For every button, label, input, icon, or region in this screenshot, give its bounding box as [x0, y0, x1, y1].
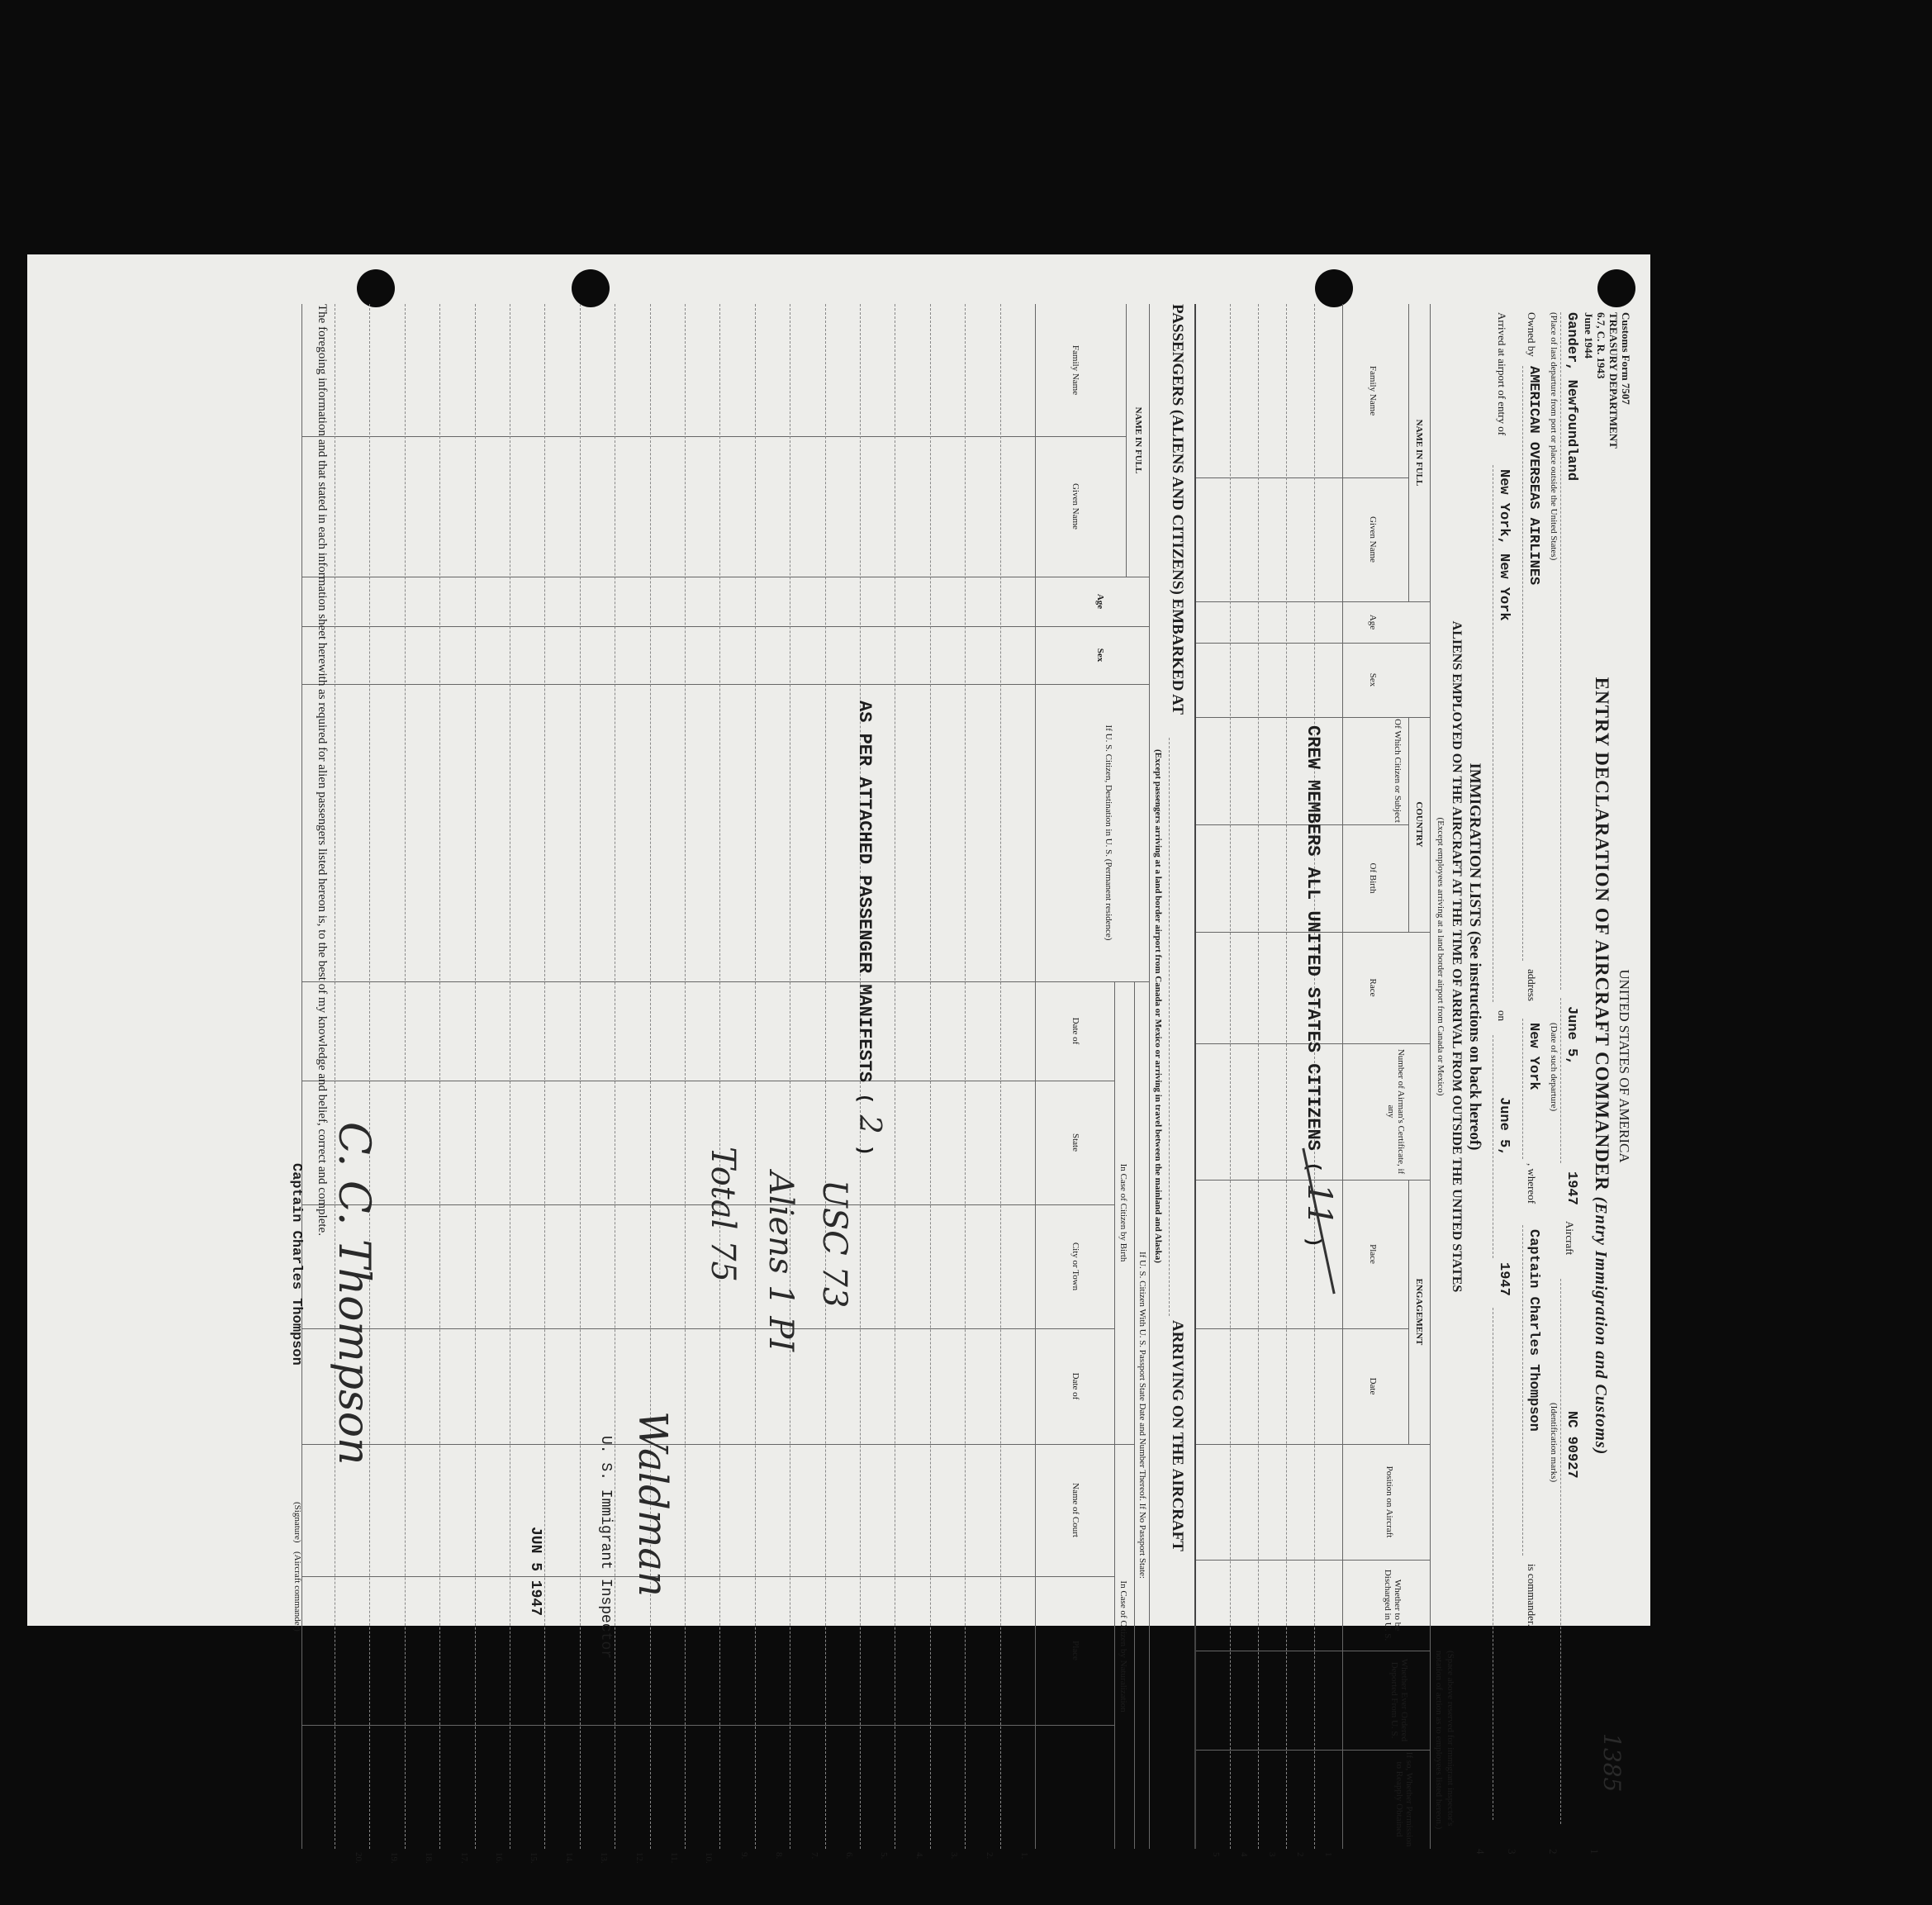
passenger-row-number: 10. — [704, 1852, 714, 1864]
manifest-note — [852, 701, 886, 1156]
col-engagement-date: Date — [1368, 1377, 1378, 1395]
passenger-col-destination: If U. S. Citizen, Destination in U. S. (Permanent residence) — [1104, 724, 1113, 941]
passenger-row-number: 14. — [563, 1852, 574, 1864]
passenger-row-line — [685, 304, 686, 1849]
arrival-airport: New York, New York — [1496, 469, 1512, 621]
line-number: 3 — [1506, 1849, 1518, 1855]
departure-place: Gander, Newfoundland — [1564, 312, 1579, 482]
departure-year: 1947 — [1564, 1171, 1579, 1205]
passenger-row-line — [719, 304, 720, 1849]
passenger-col-age: Age — [1095, 593, 1105, 610]
row-number: 1 — [1323, 1852, 1333, 1857]
immigration-subnote: (Except employees arriving at a land border airport from Canada or Mexico) — [1436, 817, 1445, 1096]
form-title — [1591, 254, 1612, 1878]
departure-place-caption: (Place of last departure from port or place outside the United States) — [1549, 312, 1559, 561]
title-text: ENTRY DECLARATION OF AIRCRAFT COMMANDER — [1592, 677, 1612, 1191]
departure-date-caption: (Date of such departure) — [1549, 1023, 1559, 1112]
immigration-subheading: ALIENS EMPLOYED ON THE AIRCRAFT AT THE TIME OF ARRIVAL FROM OUTSIDE THE UNITED STATES — [1450, 620, 1464, 1293]
passenger-row-number: 9. — [738, 1852, 749, 1860]
address: New York — [1526, 1023, 1541, 1090]
col-citizen-of: Of Which Citizen or Subject — [1393, 719, 1403, 823]
passengers-heading-right: ARRIVING ON THE AIRCRAFT — [1169, 1320, 1186, 1551]
col-given-name: Given Name — [1368, 516, 1378, 563]
punch-hole — [1315, 269, 1353, 307]
passenger-row-line — [825, 304, 826, 1849]
passengers-subnote: (Except passengers arriving at a land border airport from Canada or Mexico or arriving in travel between the mainland and Alaska) — [1153, 749, 1163, 1263]
manifest-note-close: ) — [854, 1144, 875, 1156]
passenger-group-naturalization: In Case of Citizen by Naturalization — [1118, 1580, 1128, 1713]
punch-hole — [357, 269, 395, 307]
group-engagement-header: ENGAGEMENT — [1414, 1278, 1424, 1346]
owned-by-label: Owned by — [1526, 312, 1538, 357]
inspector-signature: Waldman — [629, 1411, 676, 1597]
passenger-row-line — [580, 304, 581, 1849]
owner: AMERICAN OVERSEAS AIRLINES — [1526, 366, 1541, 586]
immigration-heading: IMMIGRATION LISTS (See instructions on back hereof) — [1466, 762, 1483, 1151]
passenger-row-line — [1000, 304, 1001, 1849]
col-engagement-place: Place — [1368, 1244, 1378, 1264]
line-number: 4 — [1474, 1849, 1487, 1855]
departure-date: June 5, — [1564, 1006, 1579, 1066]
passenger-row-number: 12. — [634, 1852, 644, 1864]
title-suffix: (Entry Immigration and Customs) — [1592, 1196, 1610, 1456]
form-date: June 1944 — [1583, 312, 1595, 359]
row-number: 3 — [1267, 1852, 1277, 1857]
whereof-label: , whereof — [1526, 1163, 1538, 1204]
line-number: 1 — [1588, 1849, 1601, 1855]
aircraft-id-caption: (Identification marks) — [1549, 1403, 1559, 1483]
inspector-date: JUN 5 1947 — [527, 1527, 544, 1617]
arrival-date: June 5, — [1496, 1097, 1512, 1157]
row-number: 5 — [1211, 1852, 1221, 1857]
col-airman-certificate: Number of Airman's Certificate, if any — [1386, 1048, 1406, 1175]
reserved-note: (Space above reserved for immigrant inspector's — [1445, 1651, 1455, 1827]
passenger-row-number: 13. — [599, 1852, 610, 1864]
arrived-label: Arrived at airport of entry of — [1496, 312, 1508, 436]
commander-printed-name: Captain Charles Thompson — [288, 1163, 304, 1366]
passenger-row-number: 11. — [669, 1852, 679, 1864]
col-race: Race — [1368, 978, 1378, 997]
passenger-row-number: 1. — [1019, 1852, 1029, 1860]
form-number: Customs Form 7507 — [1620, 312, 1632, 405]
passengers-heading: PASSENGERS (ALIENS AND CITIZENS) EMBARKED AT — [1169, 304, 1186, 715]
passenger-row-line — [475, 304, 476, 1849]
col-deported: Whether Ever Ordered Deported From U. S. — [1389, 1658, 1409, 1742]
passenger-col-city: City or Town — [1070, 1242, 1080, 1291]
passenger-row-number: 19. — [388, 1852, 399, 1864]
commander-name: Captain Charles Thompson — [1526, 1229, 1541, 1432]
row-number: 2 — [1295, 1852, 1305, 1857]
line-number: 2 — [1547, 1849, 1559, 1855]
passenger-group-passport: If U. S. Citizen With U. S. Passport State Date and Number Thereof. If No Passport State: — [1137, 1251, 1147, 1579]
col-reapply: If so, Whether Permission to Reapply Obtained — [1394, 1751, 1414, 1847]
address-label: address — [1526, 969, 1538, 1001]
group-country-header: COUNTRY — [1414, 801, 1424, 848]
passenger-row-number: 4. — [914, 1852, 924, 1860]
passenger-row-line — [369, 304, 370, 1849]
passenger-col-place: Place — [1070, 1641, 1080, 1660]
col-family-name: Family Name — [1368, 365, 1378, 416]
passenger-col-birth-date: Date of — [1070, 1017, 1080, 1045]
inspector-title: U. S. Immigrant Inspector — [597, 1436, 614, 1660]
stamp-number: 1385 — [1598, 1733, 1626, 1793]
passenger-row-line — [755, 304, 756, 1849]
inspector-notation-total: Total 75 — [704, 1147, 742, 1282]
passenger-row-line — [650, 304, 651, 1849]
reserved-note: notation of action as to employees listed hereon.) — [1434, 1651, 1444, 1830]
manifest-note-text: AS PER ATTACHED PASSENGER MANIFESTS ( — [854, 701, 875, 1105]
on-label: on — [1496, 1010, 1508, 1021]
inspector-notation-usc: USC 73 — [815, 1180, 853, 1309]
passenger-row-number: 8. — [774, 1852, 785, 1860]
commander-suffix: is commander. — [1526, 1564, 1538, 1627]
passenger-row-number: 17. — [458, 1852, 469, 1864]
punch-hole — [572, 269, 610, 307]
aircraft-id: NC 90927 — [1564, 1411, 1579, 1479]
passenger-group-birth: In Case of Citizen by Birth — [1118, 1163, 1128, 1262]
passenger-row-line — [544, 304, 545, 1849]
col-age: Age — [1368, 614, 1378, 630]
group-name-header: NAME IN FULL — [1414, 419, 1424, 487]
passenger-row-line — [930, 304, 931, 1849]
col-discharged: Whether to be Discharged in U. S. — [1383, 1569, 1403, 1641]
crew-note-text: CREW MEMBERS ALL UNITED STATES CITIZENS ( — [1303, 725, 1323, 1173]
passenger-row-number: 15. — [529, 1852, 539, 1864]
passenger-col-family-name: Family Name — [1070, 344, 1080, 396]
signature-caption: (Signature) — [292, 1502, 302, 1543]
regulation: 6.7, C. R. 1943 — [1595, 312, 1607, 379]
row-number: 4 — [1239, 1852, 1249, 1857]
passenger-row-number: 2. — [984, 1852, 994, 1860]
passenger-col-court: Name of Court — [1070, 1483, 1080, 1537]
passenger-row-number: 5. — [879, 1852, 890, 1860]
passenger-col-sex: Sex — [1095, 648, 1105, 663]
form-sheet — [27, 254, 1650, 1864]
inspector-notation-aliens: Aliens 1 PI — [762, 1171, 800, 1352]
passenger-row-number: 20. — [354, 1852, 364, 1864]
col-position: Position on Aircraft — [1384, 1466, 1394, 1538]
passenger-row-number: 7. — [809, 1852, 819, 1860]
crew-note-close: ) — [1303, 1236, 1323, 1247]
manifest-count: 2 — [852, 1114, 886, 1134]
agency-line: UNITED STATES OF AMERICA — [1616, 969, 1632, 1163]
passenger-row-number: 16. — [494, 1852, 504, 1864]
passenger-row-line — [439, 304, 440, 1849]
passenger-row-number: 3. — [949, 1852, 960, 1860]
commander-signature: C. C. Thompson — [329, 1122, 378, 1466]
passenger-group-name: NAME IN FULL — [1133, 406, 1143, 474]
crew-count: 11 — [1300, 1183, 1338, 1226]
passenger-row-number: 6. — [844, 1852, 854, 1860]
passenger-col-state: State — [1070, 1133, 1080, 1152]
passenger-col-given-name: Given Name — [1070, 483, 1080, 530]
arrival-year: 1947 — [1496, 1262, 1512, 1296]
department: TREASURY DEPARTMENT — [1607, 312, 1620, 449]
passenger-row-line — [405, 304, 406, 1849]
col-sex: Sex — [1368, 672, 1378, 687]
role-caption: (Aircraft commander) — [292, 1551, 302, 1632]
passenger-col-naturalization-date: Date of — [1070, 1372, 1080, 1400]
passenger-row-line — [965, 304, 966, 1849]
col-country-of-birth: Of Birth — [1368, 862, 1378, 894]
certification-text: The foregoing information and that stated in each information sheet herewith as required for alien passengers listed hereon is, to the best of my knowledge and belief, correct and complete. — [316, 304, 329, 1236]
aircraft-label: Aircraft — [1564, 1221, 1576, 1256]
passenger-row-number: 18. — [424, 1852, 434, 1864]
